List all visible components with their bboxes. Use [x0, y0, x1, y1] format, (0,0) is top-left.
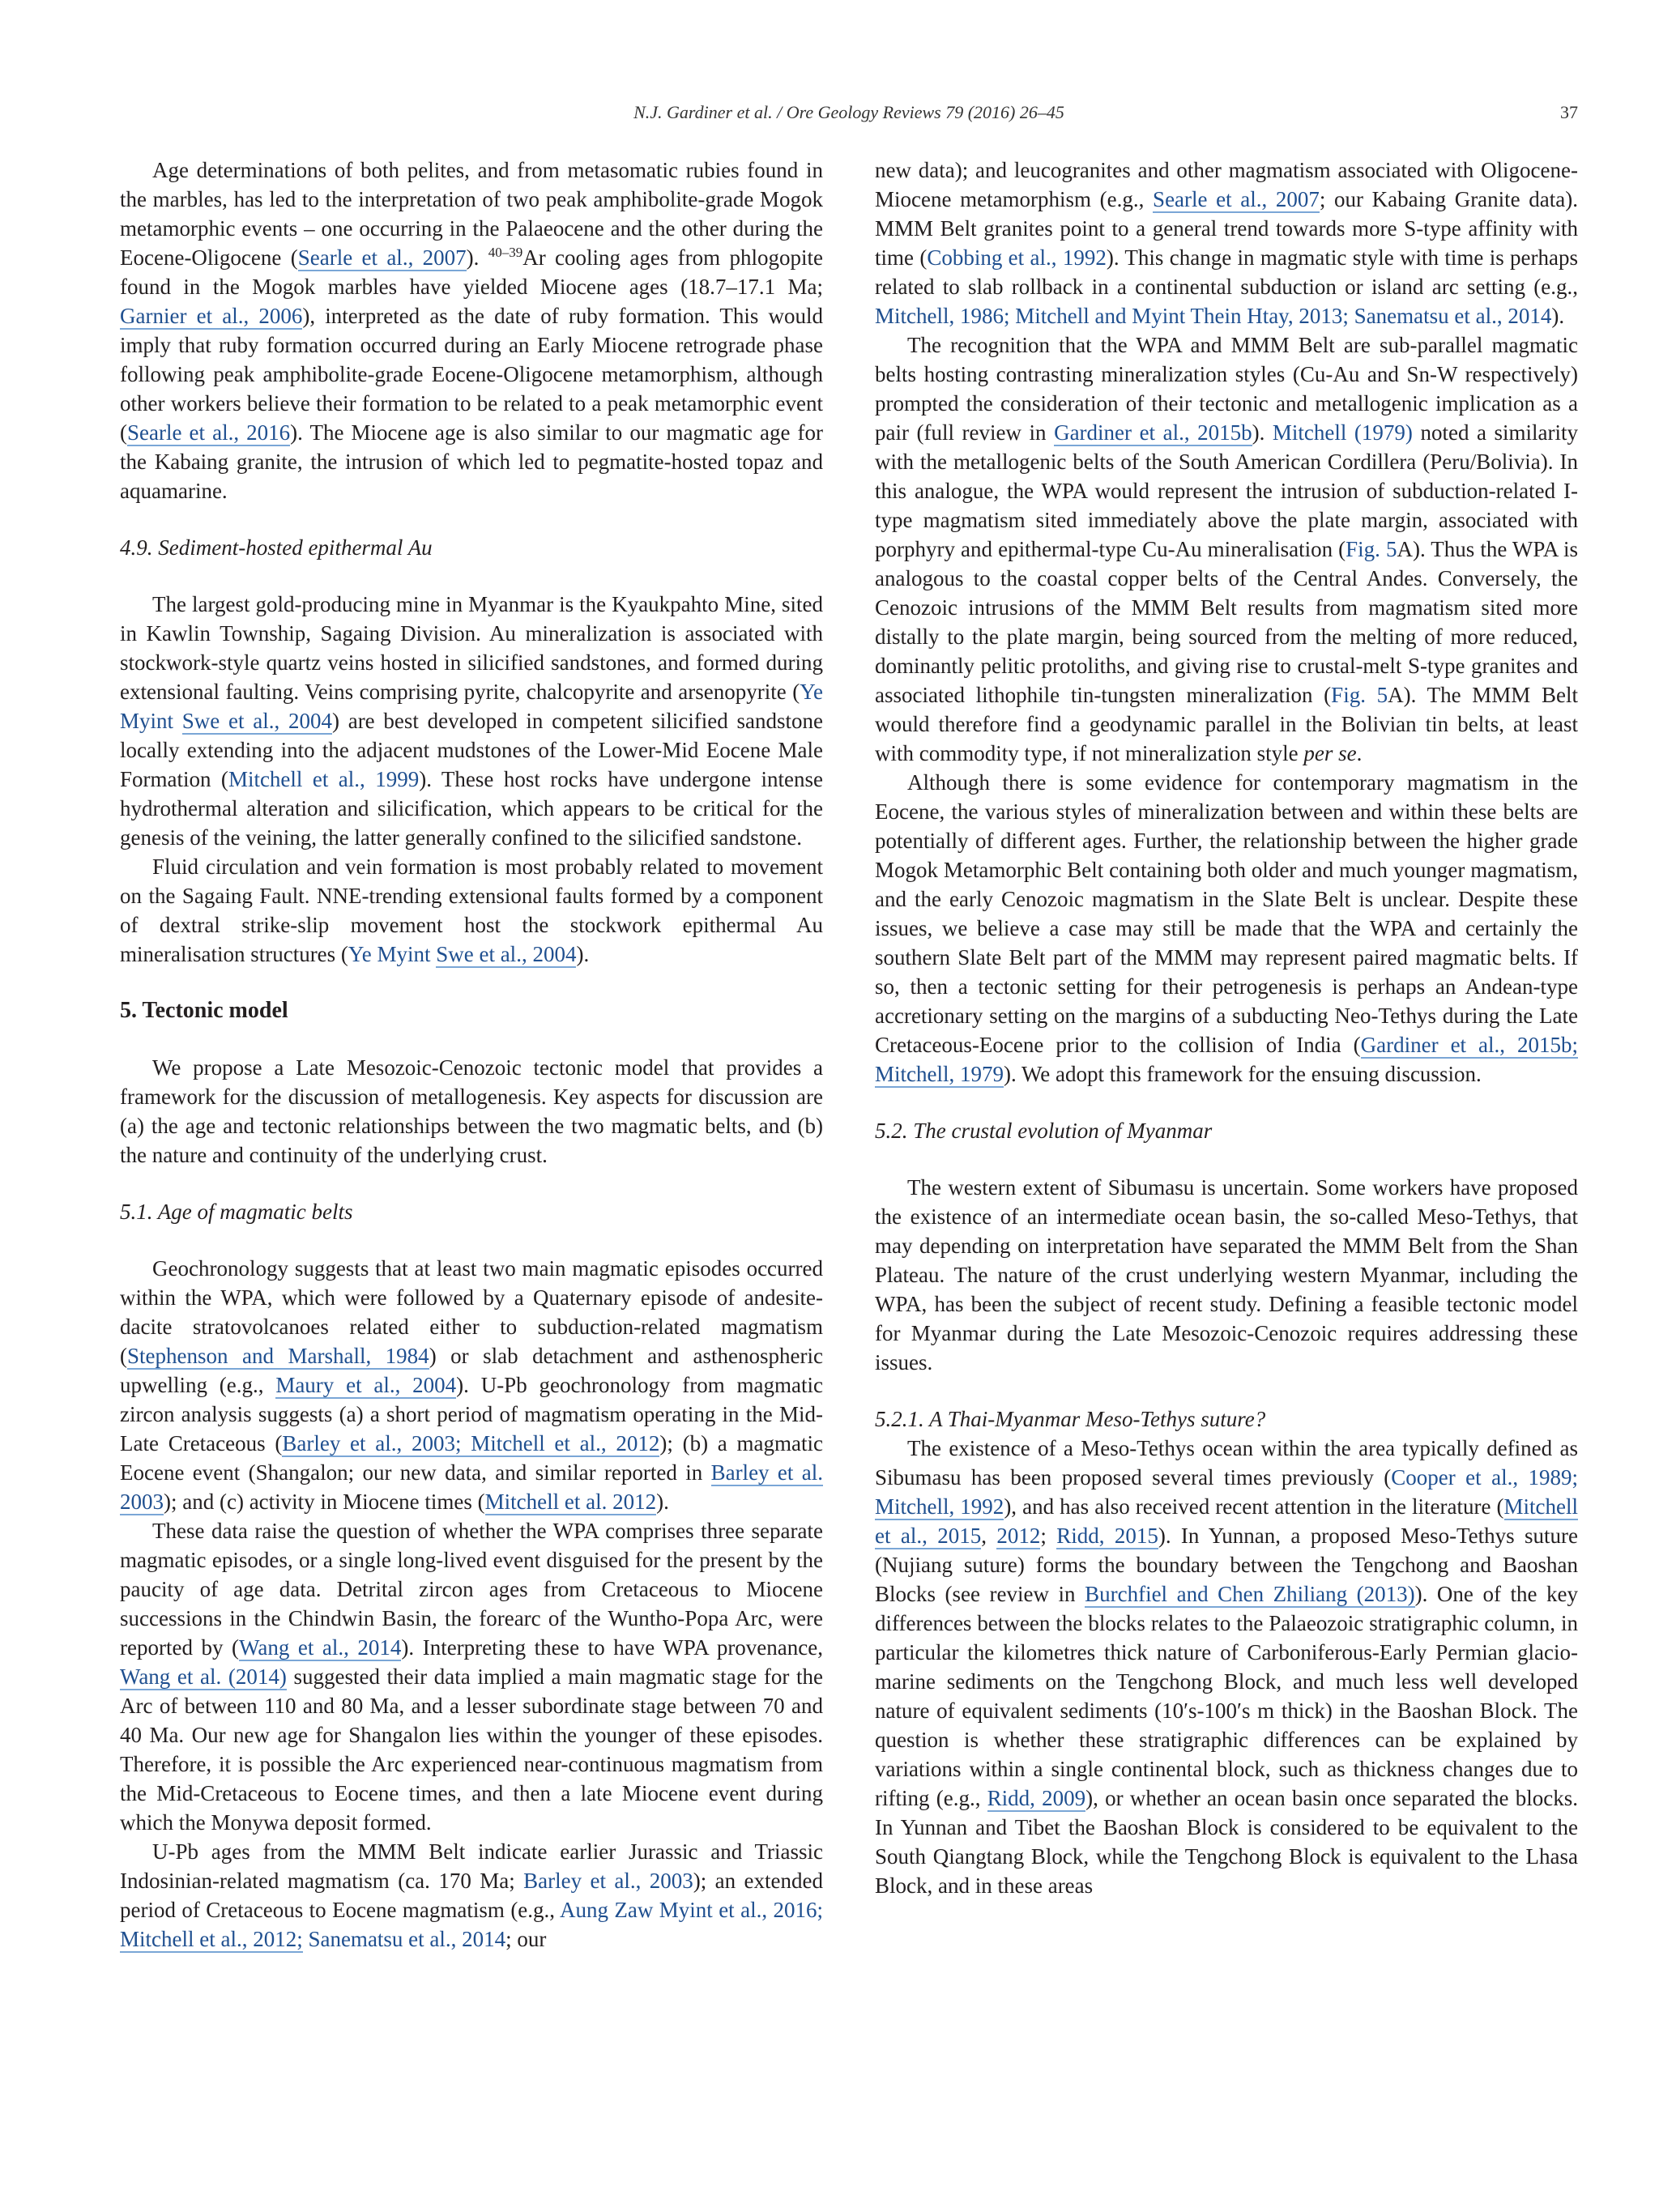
- citation-link[interactable]: Mitchell et al. 2012: [484, 1490, 657, 1514]
- isotope-superscript: 40–39: [488, 245, 523, 260]
- paragraph-sibumasu-extent: The western extent of Sibumasu is uncertain. Some workers have proposed the existence of an intermediate ocean basin, the so-called Meso-Tethys, that may depending on interpretation have separated the MMM Belt from the Shan Plateau. The nature of the crust underlying western Myanmar, including the WPA, has been the subject of recent study. Defining a feasible tectonic model for Myanmar during the Late Mesozoic-Cenozoic requires addressing these issues.: [875, 1175, 1578, 1375]
- citation-link[interactable]: Barley et al. 2003: [120, 1460, 823, 1514]
- paragraph-fluid-circulation: Fluid circulation and vein formation is most probably related to movement on the Sagaing Fault. NNE-trending extensional faults formed by a component of dextral strike-slip movement host the stockwork epithermal Au mineralisation structures (Ye Myint Swe et al., 2004).: [120, 855, 823, 966]
- section-heading-5: 5. Tectonic model: [120, 998, 288, 1023]
- citation-link[interactable]: Swe et al., 2004: [181, 709, 332, 733]
- citation-link[interactable]: Searle et al., 2007: [297, 245, 467, 270]
- citation-link[interactable]: Mitchell et al., 2015: [875, 1494, 1578, 1548]
- citation-link[interactable]: Burchfiel and Chen Zhiliang (2013): [1085, 1582, 1415, 1606]
- citation-link[interactable]: Cobbing et al., 1992: [927, 245, 1107, 270]
- citation-link[interactable]: Mitchell, 1992: [875, 1494, 1004, 1519]
- citation-link[interactable]: Ridd, 2009: [987, 1786, 1086, 1810]
- citation-link[interactable]: Ridd, 2015: [1056, 1524, 1158, 1548]
- citation-link[interactable]: Ye Myint: [348, 942, 437, 966]
- right-column: [875, 156, 1578, 1900]
- citation-link[interactable]: Mitchell et al., 2012;: [120, 1927, 303, 1951]
- figure-link[interactable]: Fig. 5: [1331, 683, 1388, 707]
- citation-link[interactable]: Swe et al., 2004: [436, 942, 577, 966]
- paragraph-mogok-ages: Age determinations of both pelites, and from metasomatic rubies found in the marbles, has led to the interpretation of two peak amphibolite-grade Mogok metamorphic events – one occurring in the Palaeocene and the other during the Eocene-Oligocene (Searle et al., 2007). $^{40-39}$Ar cooling ages from phlogopite found in the Mogok marbles have yielded Miocene ages (18.7–17.1 Ma; Garnier et al., 2006), interpreted as the date of ruby formation. This would imply that ruby formation occurred during an Early Miocene retrograde phase following peak amphibolite-grade Eocene-Oligocene metamorphism, although other workers believe their formation to be related to a peak metamorphic event (Searle et al., 2016). The Miocene age is also similar to our magmatic age for the Kabaing granite, the intrusion of which led to pegmatite-hosted topaz and aquamarine.: [120, 158, 824, 503]
- citation-link[interactable]: Gardiner et al., 2015b;: [1360, 1033, 1578, 1057]
- citation-link[interactable]: Searle et al., 2016: [127, 420, 291, 445]
- paragraph-wpa-episodes: These data raise the question of whether the WPA comprises three separate magmatic episodes, or a single long-lived event disguised for the present by the paucity of age data. Detrital zircon ages from Cretaceous to Miocene successions in the Chindwin Basin, the forearc of the Wuntho-Popa Arc, were reported by (Wang et al., 2014). Interpreting these to have WPA provenance, Wang et al. (2014) suggested their data implied a main magmatic stage for the Arc of between 110 and 80 Ma, and a lesser subordinate stage between 70 and 40 Ma. Our new age for Shangalon lies within the younger of these episodes. Therefore, it is possible the Arc experienced near-continuous magmatism from the Mid-Cretaceous to Eocene times, and then a late Miocene event during which the Monywa deposit formed.: [120, 1519, 823, 1835]
- running-head-text: N.J. Gardiner et al. / Ore Geology Reviews 79 (2016) 26–45: [633, 102, 1064, 122]
- citation-link[interactable]: Ye Myint: [120, 680, 823, 733]
- citation-link[interactable]: 2012: [996, 1524, 1041, 1548]
- page-number: 37: [1560, 102, 1578, 122]
- figure-link[interactable]: Fig. 5: [1346, 537, 1397, 561]
- paragraph-contemporary-magmatism: Although there is some evidence for contemporary magmatism in the Eocene, the various styles of mineralization between and within these belts are potentially of different ages. Further, the relationship between the higher grade Mogok Metamorphic Belt containing both older and much younger magmatism, and the early Cenozoic magmatism in the Slate Belt is unclear. Despite these issues, we believe a case may still be made that the WPA and certainly the southern Slate Belt part of the MMM may represent paired magmatic belts. If so, then a tectonic setting for their petrogenesis is perhaps an Andean-type accretionary setting on the margins of a subducting Neo-Tethys during the Late Cretaceous-Eocene prior to the collision of India (Gardiner et al., 2015b; Mitchell, 1979). We adopt this framework for the ensuing discussion.: [875, 770, 1578, 1086]
- paragraph-mmm-ages: U-Pb ages from the MMM Belt indicate earlier Jurassic and Triassic Indosinian-related magmatism (ca. 170 Ma; Barley et al., 2003); an extended period of Cretaceous to Eocene magmatism (e.g., Aung Zaw Myint et al., 2016; Mitchell et al., 2012; Sanematsu et al., 2014; our: [120, 1839, 823, 1951]
- citation-link[interactable]: Mitchell et al., 1999: [228, 767, 420, 791]
- citation-link[interactable]: Barley et al., 2003; Mitchell et al., 2012: [282, 1431, 660, 1455]
- paragraph-tectonic-intro: We propose a Late Mesozoic-Cenozoic tectonic model that provides a framework for the discussion of metallogenesis. Key aspects for discussion are (a) the age and tectonic relationships between the two magmatic belts, and (b) the nature and continuity of the underlying crust.: [120, 1055, 823, 1167]
- left-column: [120, 156, 823, 1954]
- paragraph-leucogranites: new data); and leucogranites and other magmatism associated with Oligocene-Miocene metamorphism (e.g., Searle et al., 2007; our Kabaing Granite data). MMM Belt granites point to a general trend towards more S-type affinity with time (Cobbing et al., 1992). This change in magmatic style with time is perhaps related to slab rollback in a continental subduction or island arc setting (e.g., Mitchell, 1986; Mitchell and Myint Thein Htay, 2013; Sanematsu et al., 2014).: [875, 158, 1579, 328]
- paragraph-meso-tethys: The existence of a Meso-Tethys ocean within the area typically defined as Sibumasu has been proposed several times previously (Cooper et al., 1989; Mitchell, 1992), and has also received recent attention in the literature (Mitchell et al., 2015, 2012; Ridd, 2015). In Yunnan, a proposed Meso-Tethys suture (Nujiang suture) forms the boundary between the Tengchong and Baoshan Blocks (see review in Burchfiel and Chen Zhiliang (2013)). One of the key differences between the blocks relates to the Palaeozoic stratigraphic column, in particular the kilometres thick nature of Carboniferous-Early Permian glacio-marine sediments on the Tengchong Block, and much less well developed nature of equivalent sediments (10′s-100′s m thick) in the Baoshan Block. The question is whether these stratigraphic differences can be explained by variations within a single continental block, such as thickness changes due to rifting (e.g., Ridd, 2009), or whether an ocean basin once separated the blocks. In Yunnan and Tibet the Baoshan Block is considered to be equivalent to the South Qiangtang Block, while the Tengchong Block is equivalent to the Lhasa Block, and in these areas: [875, 1436, 1579, 1898]
- citation-link[interactable]: Mitchell (1979): [1272, 420, 1413, 445]
- citation-link[interactable]: Aung Zaw Myint et al., 2016;: [559, 1898, 823, 1922]
- citation-link[interactable]: Mitchell, 1986; Mitchell and Myint Thein Htay, 2013; Sanematsu et al., 2014: [875, 304, 1552, 328]
- citation-link[interactable]: Stephenson and Marshall, 1984: [127, 1344, 429, 1368]
- paragraph-paired-belts: The recognition that the WPA and MMM Belt are sub-parallel magmatic belts hosting contrasting mineralization styles (Cu-Au and Sn-W respectively) prompted the consideration of their tectonic and metallogenic implication as a pair (full review in Gardiner et al., 2015b). Mitchell (1979) noted a similarity with the metallogenic belts of the South American Cordillera (Peru/Bolivia). In this analogue, the WPA would represent the intrusion of subduction-related I-type magmatism sited immediately above the plate margin, associated with porphyry and epithermal-type Cu-Au mineralisation (Fig. 5A). Thus the WPA is analogous to the coastal copper belts of the Central Andes. Conversely, the Cenozoic intrusions of the MMM Belt results from magmatism sited more distally to the plate margin, being sourced from the melting of more reduced, dominantly pelitic protoliths, and giving rise to crustal-melt S-type granites and associated lithophile tin-tungsten mineralization (Fig. 5A). The MMM Belt would therefore find a geodynamic parallel in the Bolivian tin belts, at least with commodity type, if not mineralization style per se.: [875, 333, 1578, 765]
- citation-link[interactable]: Barley et al., 2003: [523, 1869, 693, 1893]
- citation-link[interactable]: Cooper et al., 1989;: [1391, 1465, 1578, 1490]
- citation-link[interactable]: Maury et al., 2004: [275, 1373, 457, 1397]
- citation-link[interactable]: Wang et al. (2014): [120, 1664, 287, 1689]
- citation-link[interactable]: Gardiner et al., 2015b: [1054, 420, 1252, 445]
- running-head: [120, 102, 1578, 126]
- citation-link[interactable]: Mitchell, 1979: [875, 1062, 1004, 1086]
- citation-link[interactable]: Searle et al., 2007: [1153, 187, 1320, 211]
- section-heading-5-1: 5.1. Age of magmatic belts: [120, 1200, 353, 1224]
- citation-link[interactable]: Garnier et al., 2006: [120, 304, 303, 328]
- section-heading-4-9: 4.9. Sediment-hosted epithermal Au: [120, 535, 433, 560]
- citation-link[interactable]: Sanematsu et al., 2014: [308, 1927, 506, 1951]
- section-heading-5-2: 5.2. The crustal evolution of Myanmar: [875, 1119, 1213, 1143]
- paragraph-geochronology: Geochronology suggests that at least two main magmatic episodes occurred within the WPA, which were followed by a Quaternary episode of andesite-dacite stratovolcanoes related either to subduction-related magmatism (Stephenson and Marshall, 1984) or slab detachment and asthenospheric upwelling (e.g., Maury et al., 2004). U-Pb geochronology from magmatic zircon analysis suggests (a) a short period of magmatism operating in the Mid-Late Cretaceous (Barley et al., 2003; Mitchell et al., 2012); (b) a magmatic Eocene event (Shangalon; our new data, and similar reported in Barley et al. 2003); and (c) activity in Miocene times (Mitchell et al. 2012).: [120, 1256, 824, 1514]
- paragraph-kyaukpahto: The largest gold-producing mine in Myanmar is the Kyaukpahto Mine, sited in Kawlin Township, Sagaing Division. Au mineralization is associated with stockwork-style quartz veins hosted in silicified sandstones, and formed during extensional faulting. Veins comprising pyrite, chalcopyrite and arsenopyrite (Ye Myint Swe et al., 2004) are best developed in competent silicified sandstone locally extending into the adjacent mudstones of the Lower-Mid Eocene Male Formation (Mitchell et al., 1999). These host rocks have undergone intense hydrothermal alteration and silicification, which appears to be critical for the genesis of the veining, the latter generally confined to the silicified sandstone.: [120, 592, 823, 850]
- section-heading-5-2-1: 5.2.1. A Thai-Myanmar Meso-Tethys suture?: [875, 1407, 1266, 1431]
- citation-link[interactable]: Wang et al., 2014: [239, 1635, 402, 1660]
